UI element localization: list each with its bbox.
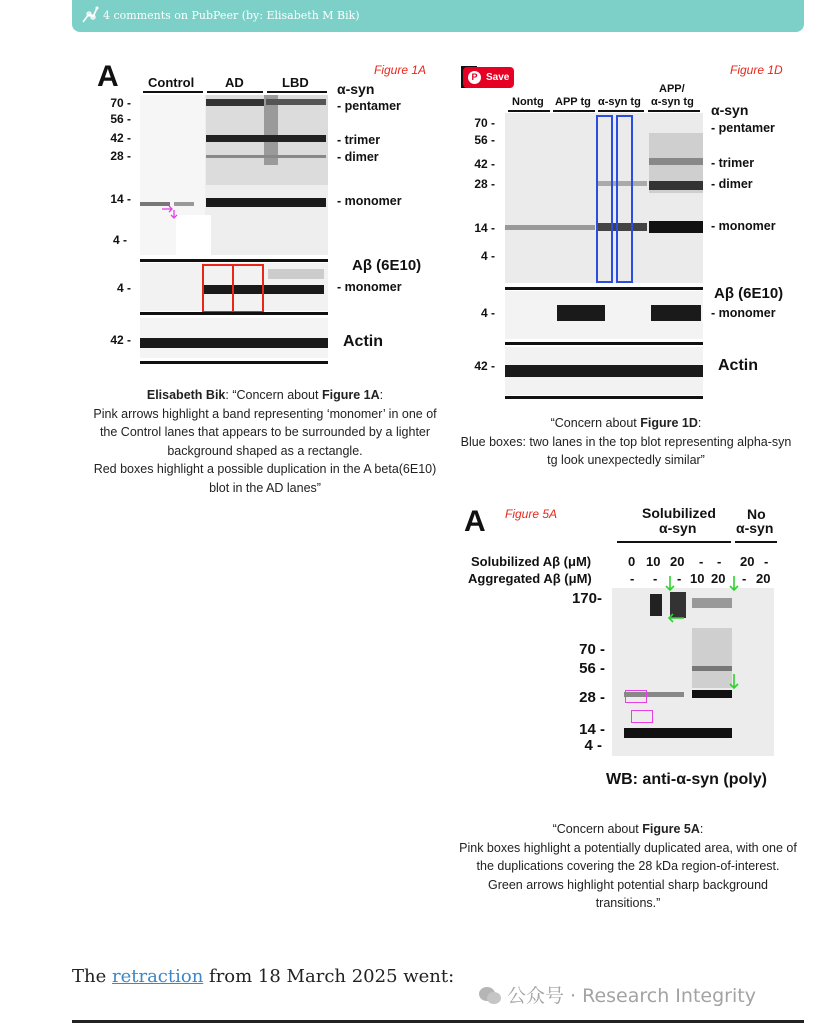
protein-label: α-syn	[337, 81, 375, 97]
caption-intro: “Concern about	[552, 822, 643, 836]
mw-marker: 56 -	[474, 133, 495, 147]
pinterest-icon: P	[468, 71, 481, 84]
mw-marker: 28 -	[110, 149, 131, 163]
row-label-solubilized: Solubilized Aβ (μM)	[471, 554, 592, 569]
group-line	[143, 91, 203, 93]
mw-marker: 170-	[571, 590, 602, 607]
header-no: No	[747, 506, 766, 522]
actin-blot	[505, 347, 703, 395]
caption-author: Elisabeth Bik	[146, 388, 226, 402]
blot-separator	[505, 287, 703, 290]
mw-marker: 28 -	[474, 177, 495, 191]
caption-figure-ref: Figure 5A	[642, 822, 700, 836]
conc-value: -	[742, 571, 747, 586]
band-label: - pentamer	[711, 121, 775, 135]
mw-marker: 70 -	[110, 96, 131, 110]
pink-duplication-box	[625, 690, 647, 703]
mw-marker: 14 -	[579, 721, 605, 738]
actin-label: Actin	[343, 333, 383, 350]
wb-label: WB: anti-α-syn (poly)	[606, 771, 767, 788]
caption-figure-ref: Figure 1A	[321, 388, 380, 402]
conc-value: -	[717, 554, 722, 569]
blue-lane-box	[596, 115, 613, 283]
band-label: - dimer	[711, 177, 753, 191]
figure-1a-caption	[92, 386, 438, 497]
mw-marker: 4 -	[116, 281, 131, 295]
mw-marker: 42 -	[110, 333, 131, 347]
caption-line: Green arrows highlight potential sharp background transitions.”	[487, 877, 769, 910]
mw-marker: 14 -	[474, 221, 495, 235]
caption-line: Red boxes highlight a possible duplication in the A beta(6E10) blot in the AD lanes”	[93, 462, 437, 495]
conc-value: -	[677, 571, 682, 586]
conc-value: 10	[690, 571, 705, 586]
mw-marker: 42 -	[474, 359, 495, 373]
green-arrow-icon	[727, 673, 741, 691]
mw-marker: 4 -	[480, 306, 495, 320]
group-label-nontg: Nontg	[512, 96, 544, 108]
group-label-control: Control	[148, 75, 195, 90]
protein-label: α-syn	[711, 102, 749, 118]
watermark-text: 公众号 · Research Integrity	[507, 985, 756, 1007]
section-divider	[72, 1020, 804, 1023]
blue-lane-box	[616, 115, 633, 283]
green-arrow-icon	[663, 575, 677, 593]
group-label-asyn-tg: α-syn tg	[598, 96, 641, 108]
actin-blot	[140, 318, 328, 358]
conc-value: 20	[756, 571, 771, 586]
mw-marker: 70 -	[474, 116, 495, 130]
mw-marker: 42 -	[474, 157, 495, 171]
group-line	[617, 541, 731, 543]
blot-separator	[505, 396, 703, 399]
retraction-link[interactable]: retraction	[111, 966, 204, 987]
green-arrow-icon	[727, 575, 741, 593]
band-label: - monomer	[711, 306, 776, 320]
mw-marker: 70 -	[579, 641, 605, 658]
mw-marker: 14 -	[110, 192, 131, 206]
caption-colon: :	[697, 416, 702, 430]
mw-marker: 42 -	[110, 131, 131, 145]
band-label: - trimer	[711, 156, 755, 170]
caption-line: Pink boxes highlight a potentially duplicated area, with one of the duplications covering the 28 kDa region-of-interest.	[459, 840, 797, 873]
group-line	[648, 110, 700, 112]
figure-tag: Figure 5A	[505, 507, 558, 521]
caption-figure-ref: Figure 1D	[640, 416, 698, 430]
abeta-title: Aβ (6E10)	[714, 285, 784, 302]
band-label: - monomer	[337, 194, 402, 208]
band-label: - monomer	[337, 280, 402, 294]
wechat-icon	[478, 985, 502, 1005]
group-label-app-tg: APP tg	[555, 96, 591, 108]
header-no-asyn: α-syn	[736, 520, 774, 536]
group-label-lbd: LBD	[282, 75, 309, 90]
actin-label: Actin	[718, 357, 758, 374]
caption-intro: “Concern about	[550, 416, 641, 430]
mw-marker: 56 -	[110, 112, 131, 126]
green-arrow-icon	[667, 612, 685, 624]
caption-colon: :	[699, 822, 704, 836]
conc-value: -	[699, 554, 704, 569]
mw-marker: 56 -	[579, 660, 605, 677]
actin-blot-image	[505, 347, 703, 395]
conc-value: 20	[740, 554, 755, 569]
conc-value: 20	[670, 554, 685, 569]
figure-5a-caption	[458, 820, 798, 913]
abeta-title: Aβ (6E10)	[352, 257, 422, 274]
save-label: Save	[486, 72, 510, 83]
conc-value: 10	[646, 554, 661, 569]
band-label: - pentamer	[337, 99, 401, 113]
pubpeer-icon	[80, 5, 100, 25]
figure-1d-caption	[456, 414, 796, 470]
conc-value: -	[630, 571, 635, 586]
blot-separator	[505, 342, 703, 345]
header-solubilized: Solubilized	[642, 505, 716, 521]
retraction-sentence	[72, 966, 454, 987]
group-line	[508, 110, 550, 112]
blot-separator	[140, 259, 328, 262]
group-line	[267, 91, 327, 93]
group-label-app-asyn-top: APP/	[659, 83, 685, 95]
alpha-syn-blot	[140, 95, 328, 255]
panel-letter: A	[97, 60, 119, 93]
actin-blot-image	[140, 318, 328, 358]
red-duplication-box	[232, 264, 264, 313]
band-label: - trimer	[337, 133, 381, 147]
alpha-syn-5a-blot	[612, 588, 774, 756]
caption-line: Blue boxes: two lanes in the top blot representing alpha-syn tg look unexpectedly similar”	[460, 434, 792, 467]
mw-marker: 28 -	[579, 689, 605, 706]
pink-duplication-box	[631, 710, 653, 723]
alpha-syn-5a-blot-image	[612, 588, 774, 756]
abeta-blot	[505, 291, 703, 339]
alpha-syn-blot-image	[140, 95, 328, 255]
mw-marker: 4 -	[584, 737, 602, 754]
header-solubilized-asyn: α-syn	[659, 520, 697, 536]
group-line	[207, 91, 263, 93]
group-label-ad: AD	[225, 75, 244, 90]
caption-line: Pink arrows highlight a band representing ‘monomer’ in one of the Control lanes that appears to be surrounded by a lighter background shaped as a rectangle.	[93, 406, 437, 458]
comments-link[interactable]: 4 comments on PubPeer (by: Elisabeth M Bik)	[103, 9, 360, 22]
figure-tag: Figure 1D	[730, 63, 783, 77]
group-line	[735, 541, 777, 543]
band-label: - monomer	[711, 219, 776, 233]
sentence-suffix: from 18 March 2025 went:	[203, 966, 455, 987]
conc-value: 20	[711, 571, 726, 586]
conc-value: -	[764, 554, 769, 569]
conc-value: 0	[628, 554, 636, 569]
band-label: - dimer	[337, 150, 379, 164]
mw-marker: 4 -	[480, 249, 495, 263]
blot-separator	[140, 312, 328, 315]
caption-colon: :	[379, 388, 384, 402]
pink-arrows	[160, 205, 180, 219]
caption-intro: : “Concern about	[225, 388, 322, 402]
figure-tag: Figure 1A	[374, 63, 427, 77]
pubpeer-comments-bar[interactable]	[72, 0, 804, 32]
mw-marker: 4 -	[112, 233, 127, 247]
group-line	[553, 110, 595, 112]
panel-letter: A	[464, 505, 486, 538]
conc-value: -	[653, 571, 658, 586]
abeta-blot-image	[505, 291, 703, 339]
row-label-aggregated: Aggregated Aβ (μM)	[468, 571, 592, 586]
red-duplication-box	[202, 264, 234, 313]
wechat-watermark	[478, 981, 756, 1008]
pinterest-save-button[interactable]	[463, 67, 514, 88]
group-line	[598, 110, 644, 112]
group-label-app-asyn-bottom: α-syn tg	[651, 96, 694, 108]
sentence-prefix: The	[72, 966, 112, 987]
blot-separator	[140, 361, 328, 364]
